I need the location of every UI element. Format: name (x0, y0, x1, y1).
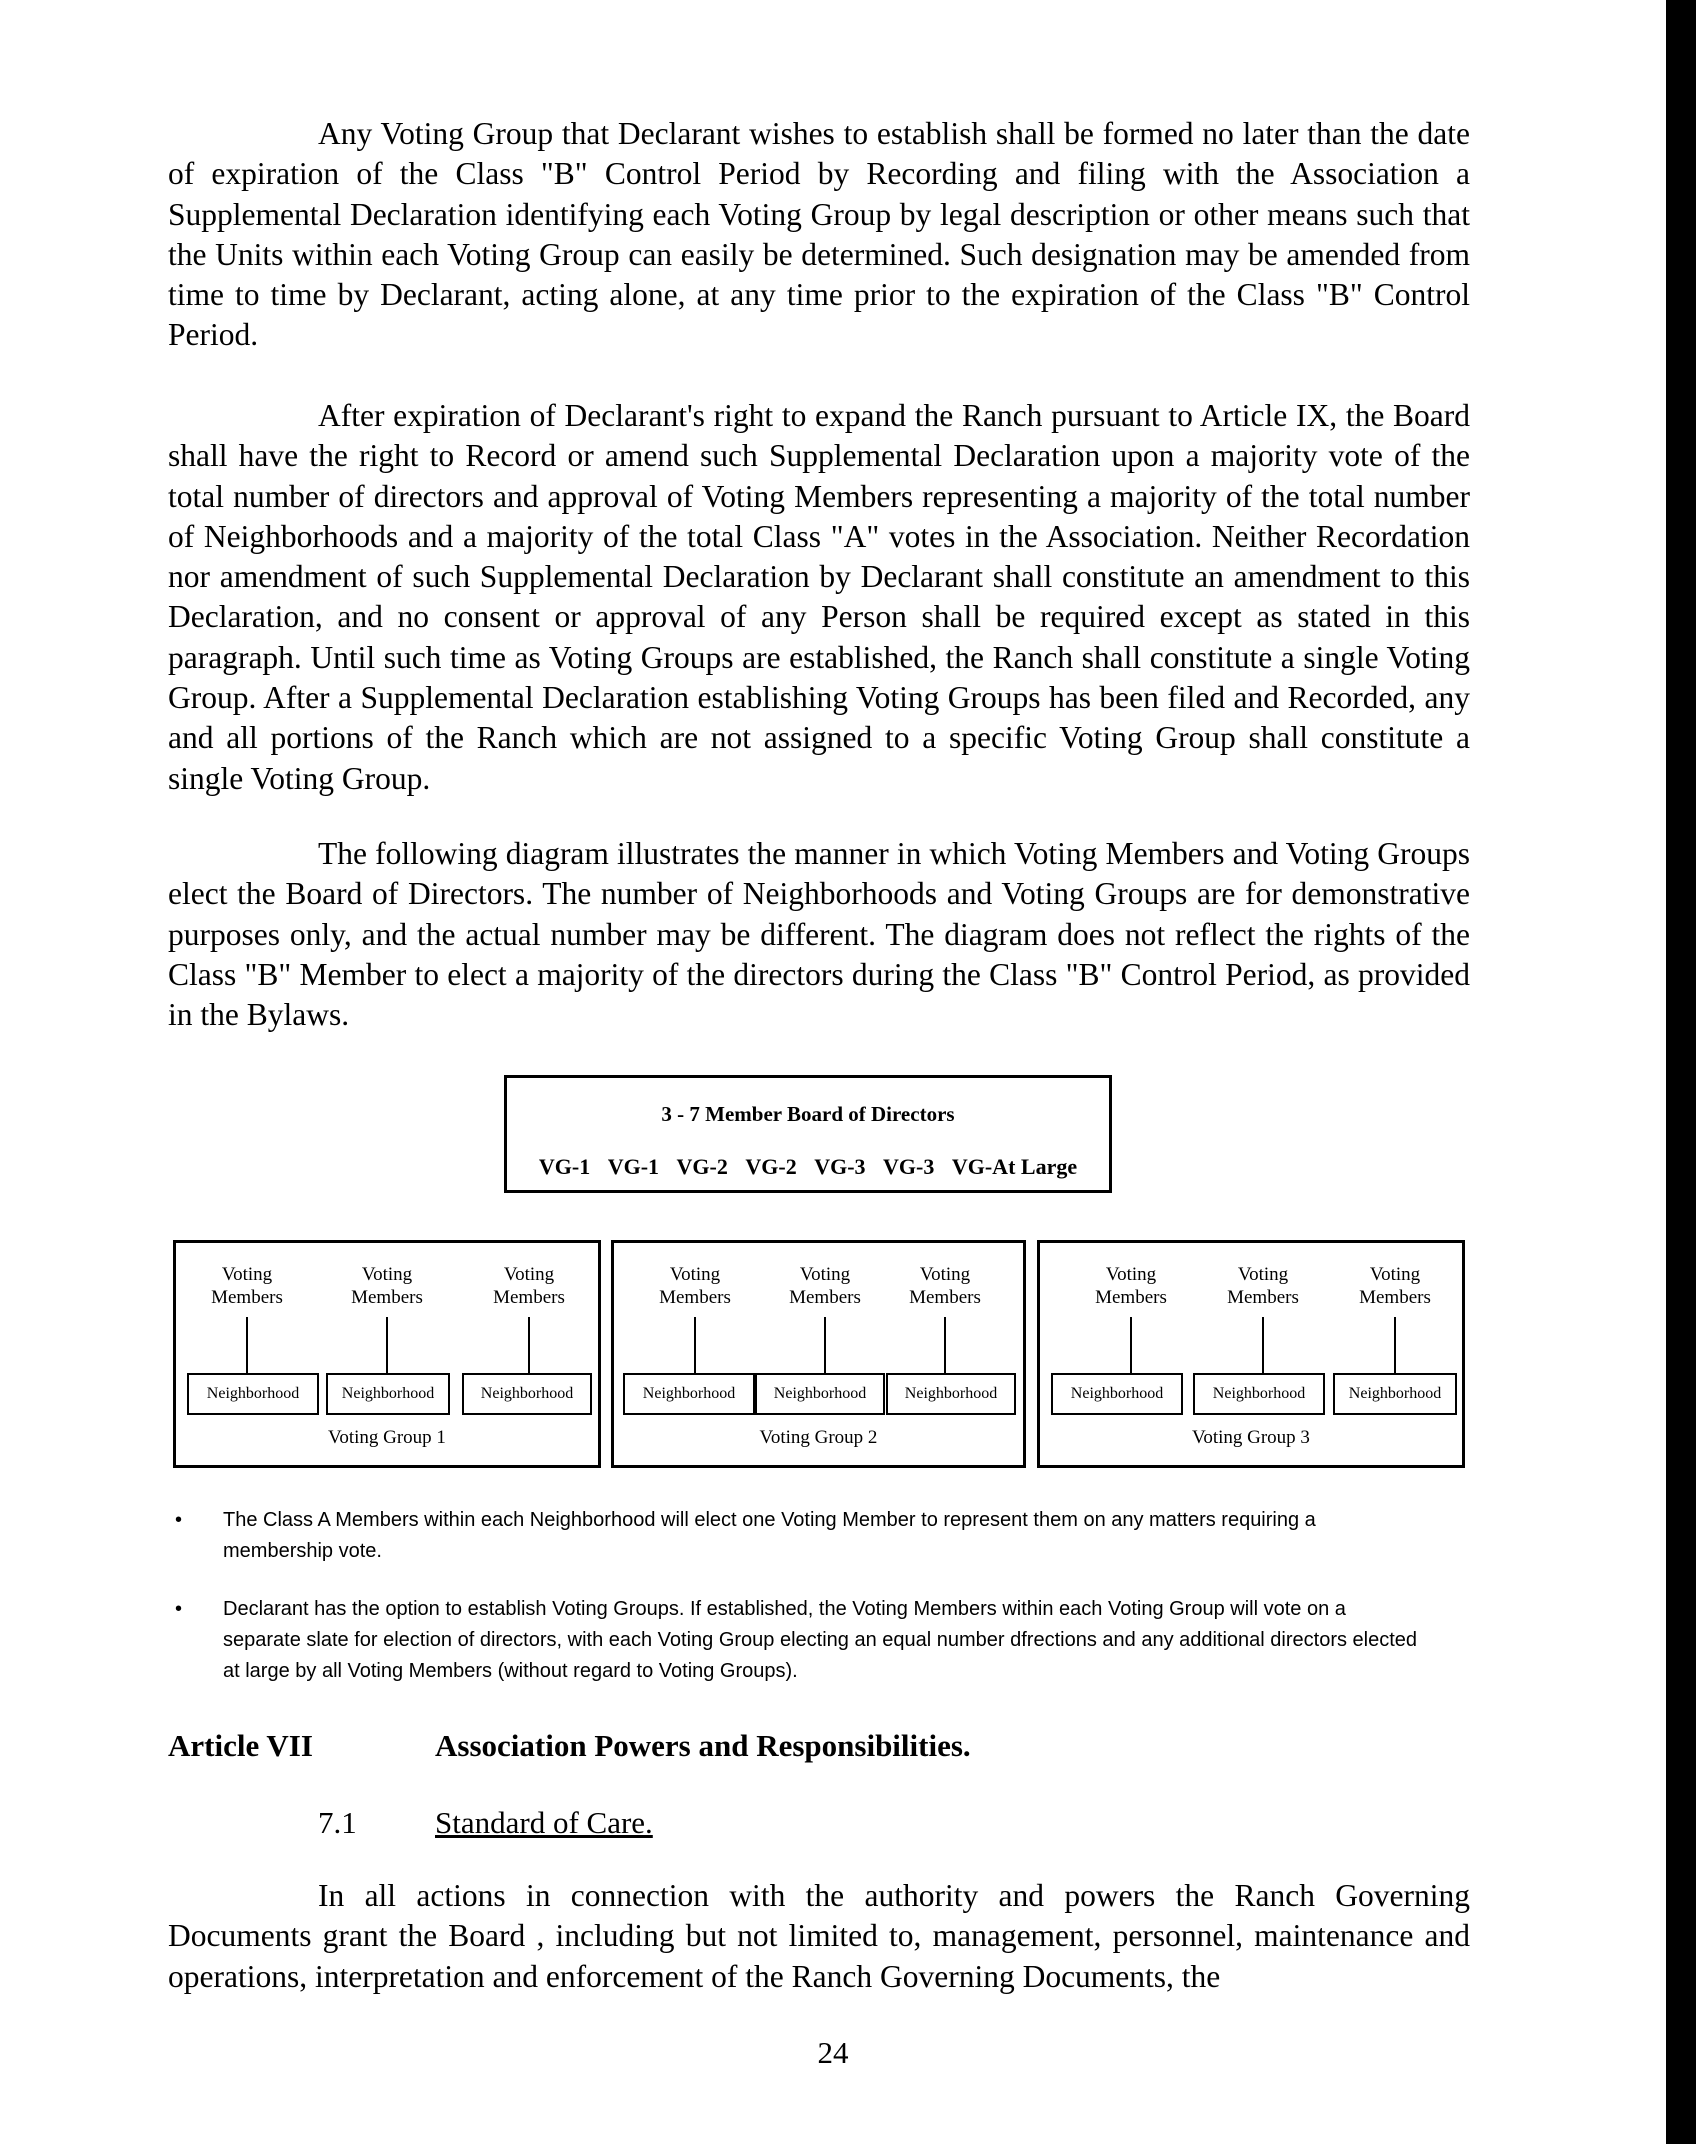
page-number: 24 (817, 2035, 849, 2070)
connector-line (944, 1317, 946, 1373)
scan-edge-bar (1666, 0, 1696, 2144)
voting-members-label: Voting Members (493, 1264, 565, 1308)
section-heading (318, 1805, 653, 1841)
neighborhood-box: Neighborhood (886, 1373, 1016, 1415)
board-seat: VG-3 (883, 1154, 935, 1179)
article-heading (168, 1728, 971, 1764)
connector-line (528, 1317, 530, 1373)
board-seats-row (507, 1154, 1109, 1180)
paragraph-board-amendment-rights: After expiration of Declarant's right to expand the Ranch pursuant to Article IX, the Board shall have the right to Record or amend such Supplemental Declaration upon a majority vote of the total number of directors and approval of Voting Members representing a majority of the total number of Neighborhoods and a majority of the total Class "A" votes in the Association. Neither Recordation nor amendment of such Supplemental Declaration by Declarant shall constitute an amendment to this Declaration, and no consent or approval of any Person shall be required except as stated in this paragraph. Until such time as Voting Groups are established, the Ranch shall constitute a single Voting Group. After a Supplemental Declaration establishing Voting Groups has been filed and Recorded, any and all portions of the Ranch which are not assigned to a specific Voting Group shall constitute a single Voting Group. (168, 398, 1470, 796)
paragraph-standard-of-care: In all actions in connection with the authority and powers the Ranch Governing Documents grant the Board , including but not limited to, management, personnel, maintenance and operations, interpretation and enforcement of the Ranch Governing Documents, the (168, 1878, 1470, 1994)
section-number: 7.1 (318, 1805, 357, 1840)
board-title: 3 - 7 Member Board of Directors (661, 1102, 955, 1126)
neighborhood-box: Neighborhood (1333, 1373, 1457, 1415)
connector-line (1262, 1317, 1264, 1373)
note-text: Declarant has the option to establish Voting Groups. If established, the Voting Members within each Voting Group will vote on a separate slate for election of directors, with each Voting Group electing an equal number dfrections and any additional directors elected at large by all Voting Members (without regard to Voting Groups). (223, 1598, 1418, 1682)
connector-line (694, 1317, 696, 1373)
neighborhood-box: Neighborhood (1051, 1373, 1183, 1415)
voting-group-label: Voting Group 3 (1192, 1427, 1310, 1448)
connector-line (1394, 1317, 1396, 1373)
voting-members-label: Voting Members (659, 1264, 731, 1308)
neighborhood-box: Neighborhood (1193, 1373, 1325, 1415)
voting-members-label: Voting Members (789, 1264, 861, 1308)
note-text: The Class A Members within each Neighborhood will elect one Voting Member to represent them on any matters requiring a membership vote. (223, 1509, 1316, 1562)
voting-group-1-box (173, 1240, 601, 1468)
voting-members-label: Voting Members (211, 1264, 283, 1308)
voting-members-label: Voting Members (909, 1264, 981, 1308)
neighborhood-box: Neighborhood (462, 1373, 592, 1415)
bullet-glyph: • (175, 1509, 183, 1531)
bullet-glyph: • (175, 1598, 183, 1620)
neighborhood-box: Neighborhood (326, 1373, 450, 1415)
connector-line (1130, 1317, 1132, 1373)
board-seat: VG-2 (676, 1154, 728, 1179)
neighborhood-box: Neighborhood (755, 1373, 885, 1415)
board-seat: VG-2 (745, 1154, 797, 1179)
voting-members-label: Voting Members (1095, 1264, 1167, 1308)
voting-group-3-box (1037, 1240, 1465, 1468)
board-seat: VG-1 (607, 1154, 660, 1179)
voting-members-label: Voting Members (1359, 1264, 1431, 1308)
voting-group-label: Voting Group 1 (328, 1427, 446, 1448)
voting-group-label: Voting Group 2 (759, 1427, 878, 1448)
article-title: Association Powers and Responsibilities. (435, 1728, 971, 1763)
voting-members-label: Voting Members (351, 1264, 423, 1308)
neighborhood-box: Neighborhood (187, 1373, 319, 1415)
paragraph-voting-group-formation: Any Voting Group that Declarant wishes to establish shall be formed no later than the date of expiration of the Class "B" Control Period by Recording and filing with the Association a Supplemental Declaration identifying each Voting Group by legal description or other means such that the Units within each Voting Group can easily be determined. Such designation may be amended from time to time by Declarant, acting alone, at any time prior to the expiration of the Class "B" Control Period. (168, 116, 1470, 353)
board-of-directors-box (504, 1075, 1112, 1193)
voting-group-2-box (611, 1240, 1026, 1468)
voting-members-label: Voting Members (1227, 1264, 1299, 1308)
board-seat: VG-At Large (951, 1154, 1078, 1179)
connector-line (824, 1317, 826, 1373)
neighborhood-box: Neighborhood (623, 1373, 755, 1415)
board-seat: VG-1 (538, 1154, 591, 1179)
section-title: Standard of Care. (435, 1805, 653, 1840)
article-number: Article VII (168, 1728, 313, 1763)
connector-line (246, 1317, 248, 1373)
board-seat: VG-3 (814, 1154, 866, 1179)
paragraph-diagram-intro: The following diagram illustrates the manner in which Voting Members and Voting Groups elect the Board of Directors. The number of Neighborhoods and Voting Groups are for demonstrative purposes only, and the actual number may be different. The diagram does not reflect the rights of the Class "B" Member to elect a majority of the directors during the Class "B" Control Period, as provided in the Bylaws. (168, 836, 1470, 1033)
connector-line (386, 1317, 388, 1373)
